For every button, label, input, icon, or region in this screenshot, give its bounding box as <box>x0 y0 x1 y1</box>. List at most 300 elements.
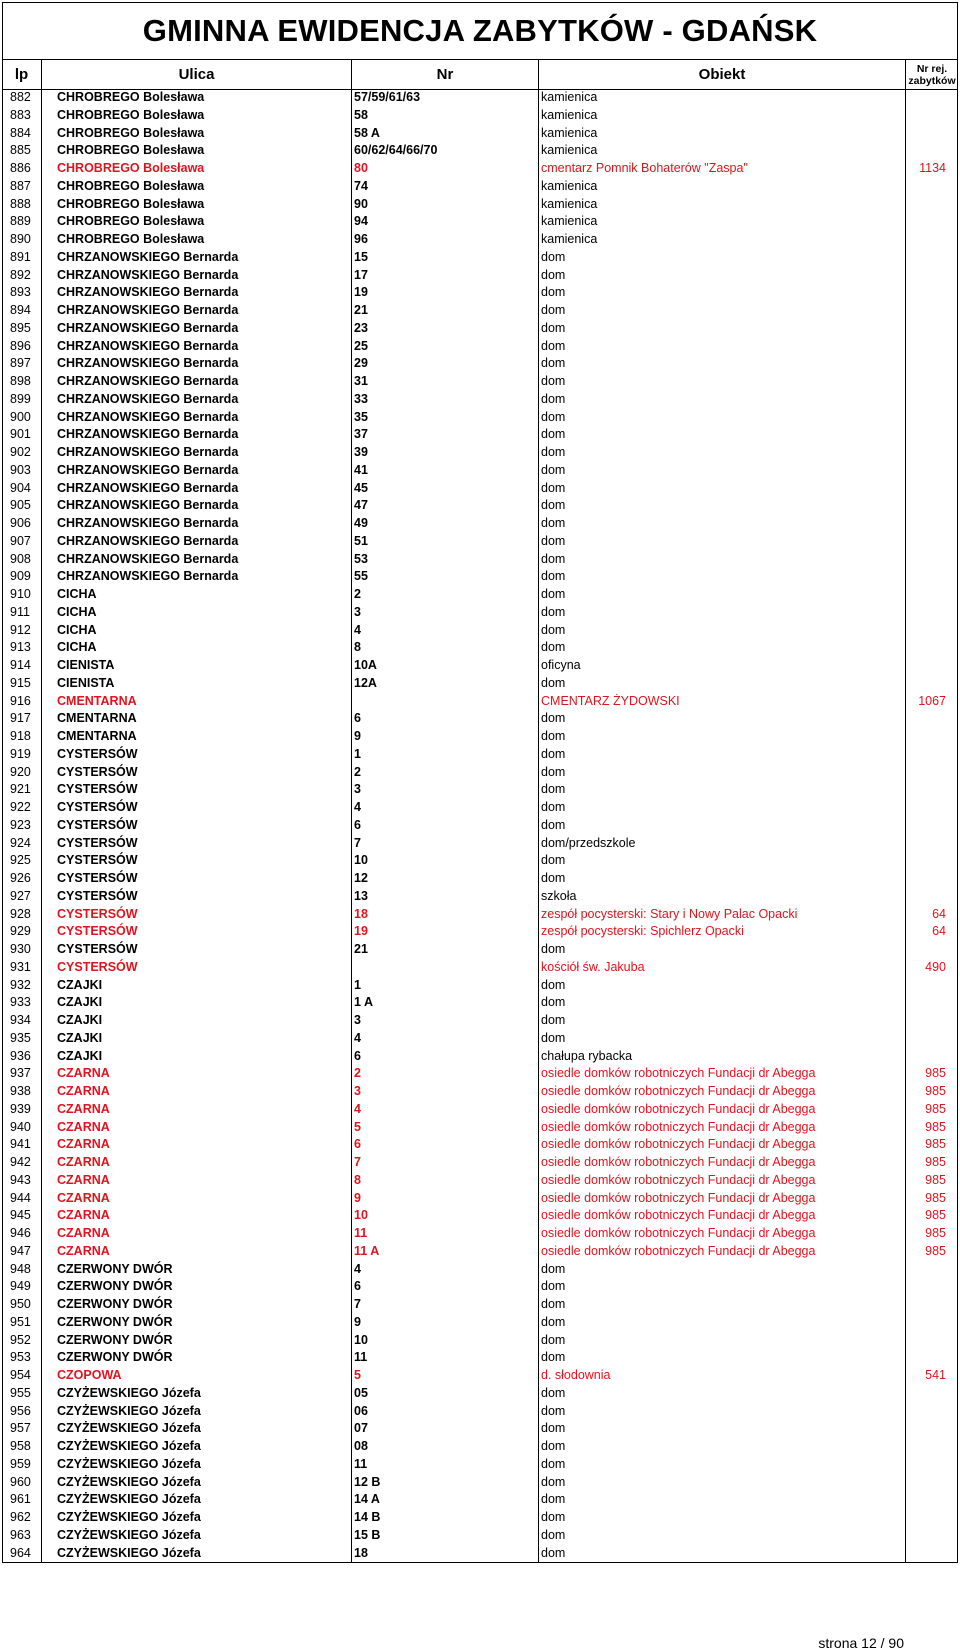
cell-ulica: CIENISTA <box>42 675 352 693</box>
cell-nr: 90 <box>352 196 539 214</box>
cell-obiekt: osiedle domków robotniczych Fundacji dr Abegga <box>539 1154 906 1172</box>
cell-lp: 911 <box>2 604 42 622</box>
cell-nr: 6 <box>352 1136 539 1154</box>
cell-nr: 37 <box>352 426 539 444</box>
cell-lp: 959 <box>2 1456 42 1474</box>
table-row <box>2 1420 958 1438</box>
cell-lp: 890 <box>2 231 42 249</box>
cell-nr: 6 <box>352 817 539 835</box>
cell-lp: 898 <box>2 373 42 391</box>
cell-nr-rej: 985 <box>925 1101 946 1116</box>
table-row <box>2 107 958 125</box>
cell-lp: 915 <box>2 675 42 693</box>
cell-ulica: CYSTERSÓW <box>42 888 352 906</box>
cell-obiekt: cmentarz Pomnik Bohaterów "Zaspa" <box>539 160 906 178</box>
cell-obiekt: dom <box>539 586 906 604</box>
cell-obiekt: dom <box>539 1491 906 1509</box>
cell-nr: 15 B <box>352 1527 539 1545</box>
cell-obiekt: dom <box>539 462 906 480</box>
cell-nr: 12 <box>352 870 539 888</box>
cell-obiekt: dom <box>539 710 906 728</box>
cell-nr: 3 <box>352 781 539 799</box>
cell-obiekt: dom <box>539 799 906 817</box>
cell-lp: 963 <box>2 1527 42 1545</box>
cell-nr-rej <box>906 320 958 338</box>
table-row <box>2 1367 958 1385</box>
cell-nr: 31 <box>352 373 539 391</box>
table-row <box>2 302 958 320</box>
cell-nr: 21 <box>352 302 539 320</box>
cell-obiekt: dom <box>539 764 906 782</box>
cell-lp: 954 <box>2 1367 42 1385</box>
cell-ulica: CYSTERSÓW <box>42 941 352 959</box>
cell-ulica: CZARNA <box>42 1101 352 1119</box>
cell-nr-rej <box>906 977 958 995</box>
table-row <box>2 178 958 196</box>
cell-ulica: CHRZANOWSKIEGO Bernarda <box>42 444 352 462</box>
cell-ulica: CZERWONY DWÓR <box>42 1278 352 1296</box>
table-body <box>2 89 958 1562</box>
cell-nr-rej: 985 <box>925 1137 946 1152</box>
cell-ulica: CHROBREGO Bolesława <box>42 160 352 178</box>
cell-obiekt: osiedle domków robotniczych Fundacji dr Abegga <box>539 1083 906 1101</box>
table-row <box>2 852 958 870</box>
cell-nr: 3 <box>352 604 539 622</box>
table-row <box>2 1527 958 1545</box>
table-row <box>2 1154 958 1172</box>
cell-nr-rej <box>906 888 958 906</box>
cell-ulica: CZYŻEWSKIEGO Józefa <box>42 1438 352 1456</box>
cell-ulica: CHRZANOWSKIEGO Bernarda <box>42 533 352 551</box>
cell-nr: 1 <box>352 977 539 995</box>
cell-nr: 12A <box>352 675 539 693</box>
cell-lp: 906 <box>2 515 42 533</box>
cell-nr-rej <box>906 267 958 285</box>
cell-obiekt: dom <box>539 1332 906 1350</box>
cell-lp: 945 <box>2 1207 42 1225</box>
cell-obiekt: dom <box>539 728 906 746</box>
cell-lp: 925 <box>2 852 42 870</box>
cell-nr-rej <box>906 994 958 1012</box>
cell-lp: 936 <box>2 1048 42 1066</box>
cell-obiekt: dom <box>539 870 906 888</box>
table-row <box>2 533 958 551</box>
cell-nr: 4 <box>352 1030 539 1048</box>
column-header-nr-rej-line2: zabytków <box>908 75 956 87</box>
cell-nr: 13 <box>352 888 539 906</box>
cell-lp: 953 <box>2 1349 42 1367</box>
cell-ulica: CZERWONY DWÓR <box>42 1261 352 1279</box>
cell-lp: 923 <box>2 817 42 835</box>
cell-ulica: CYSTERSÓW <box>42 781 352 799</box>
cell-nr-rej: 985 <box>925 1066 946 1081</box>
cell-obiekt: dom <box>539 1296 906 1314</box>
cell-ulica: CMENTARNA <box>42 710 352 728</box>
cell-obiekt: CMENTARZ ŻYDOWSKI <box>539 693 906 711</box>
cell-nr: 7 <box>352 835 539 853</box>
table-row <box>2 781 958 799</box>
cell-nr: 2 <box>352 764 539 782</box>
cell-lp: 901 <box>2 426 42 444</box>
cell-nr: 58 <box>352 107 539 125</box>
cell-nr: 10 <box>352 1207 539 1225</box>
cell-nr: 55 <box>352 568 539 586</box>
cell-ulica: CYSTERSÓW <box>42 817 352 835</box>
cell-ulica: CYSTERSÓW <box>42 852 352 870</box>
cell-nr: 10A <box>352 657 539 675</box>
table-row <box>2 409 958 427</box>
cell-nr-rej <box>906 231 958 249</box>
cell-ulica: CICHA <box>42 586 352 604</box>
cell-nr: 11 <box>352 1225 539 1243</box>
table-row <box>2 675 958 693</box>
cell-nr-rej <box>906 852 958 870</box>
cell-lp: 964 <box>2 1545 42 1563</box>
cell-ulica: CHRZANOWSKIEGO Bernarda <box>42 391 352 409</box>
cell-nr-rej <box>906 622 958 640</box>
cell-nr-rej <box>906 941 958 959</box>
cell-lp: 894 <box>2 302 42 320</box>
page-number: strona 12 / 90 <box>818 1635 904 1651</box>
table-row <box>2 1172 958 1190</box>
cell-ulica: CICHA <box>42 622 352 640</box>
cell-obiekt: dom <box>539 533 906 551</box>
cell-obiekt: dom <box>539 977 906 995</box>
cell-obiekt: kamienica <box>539 107 906 125</box>
cell-nr: 6 <box>352 1278 539 1296</box>
cell-ulica: CHROBREGO Bolesława <box>42 89 352 107</box>
cell-ulica: CHRZANOWSKIEGO Bernarda <box>42 302 352 320</box>
cell-lp: 903 <box>2 462 42 480</box>
cell-nr-rej <box>906 1048 958 1066</box>
cell-ulica: CZAJKI <box>42 977 352 995</box>
cell-nr-rej: 64 <box>932 924 946 939</box>
cell-lp: 948 <box>2 1261 42 1279</box>
cell-ulica: CZAJKI <box>42 994 352 1012</box>
cell-obiekt: dom <box>539 1509 906 1527</box>
table-row <box>2 870 958 888</box>
cell-nr: 19 <box>352 284 539 302</box>
cell-nr-rej <box>906 870 958 888</box>
table-row <box>2 89 958 107</box>
cell-ulica: CYSTERSÓW <box>42 799 352 817</box>
cell-nr: 3 <box>352 1012 539 1030</box>
table-row <box>2 1332 958 1350</box>
cell-obiekt: osiedle domków robotniczych Fundacji dr Abegga <box>539 1207 906 1225</box>
cell-ulica: CHRZANOWSKIEGO Bernarda <box>42 551 352 569</box>
cell-ulica: CZARNA <box>42 1172 352 1190</box>
cell-obiekt: osiedle domków robotniczych Fundacji dr Abegga <box>539 1172 906 1190</box>
cell-nr: 25 <box>352 338 539 356</box>
table-row <box>2 693 958 711</box>
cell-ulica: CHRZANOWSKIEGO Bernarda <box>42 338 352 356</box>
cell-ulica: CZERWONY DWÓR <box>42 1332 352 1350</box>
cell-nr: 96 <box>352 231 539 249</box>
cell-nr: 9 <box>352 728 539 746</box>
cell-ulica: CMENTARNA <box>42 728 352 746</box>
cell-lp: 887 <box>2 178 42 196</box>
cell-ulica: CHRZANOWSKIEGO Bernarda <box>42 267 352 285</box>
cell-lp: 946 <box>2 1225 42 1243</box>
cell-nr: 80 <box>352 160 539 178</box>
cell-lp: 932 <box>2 977 42 995</box>
table-row <box>2 444 958 462</box>
cell-obiekt: dom <box>539 409 906 427</box>
cell-nr-rej <box>906 107 958 125</box>
cell-nr: 51 <box>352 533 539 551</box>
cell-obiekt: dom <box>539 1314 906 1332</box>
cell-lp: 900 <box>2 409 42 427</box>
cell-nr-rej <box>906 781 958 799</box>
cell-lp: 899 <box>2 391 42 409</box>
cell-ulica: CYSTERSÓW <box>42 764 352 782</box>
cell-nr-rej <box>906 426 958 444</box>
table-row <box>2 1225 958 1243</box>
cell-obiekt: osiedle domków robotniczych Fundacji dr Abegga <box>539 1065 906 1083</box>
cell-ulica: CZYŻEWSKIEGO Józefa <box>42 1509 352 1527</box>
cell-obiekt: dom <box>539 1474 906 1492</box>
table-row <box>2 1491 958 1509</box>
cell-nr: 74 <box>352 178 539 196</box>
table-row <box>2 799 958 817</box>
cell-nr-rej <box>906 480 958 498</box>
table-row <box>2 1207 958 1225</box>
cell-ulica: CZERWONY DWÓR <box>42 1349 352 1367</box>
cell-nr-rej <box>906 1030 958 1048</box>
cell-nr-rej <box>906 462 958 480</box>
table-row <box>2 977 958 995</box>
cell-nr-rej <box>906 1456 958 1474</box>
cell-lp: 920 <box>2 764 42 782</box>
cell-lp: 933 <box>2 994 42 1012</box>
cell-nr: 07 <box>352 1420 539 1438</box>
cell-lp: 952 <box>2 1332 42 1350</box>
cell-obiekt: dom <box>539 444 906 462</box>
table-row <box>2 994 958 1012</box>
cell-nr: 53 <box>352 551 539 569</box>
cell-nr: 2 <box>352 1065 539 1083</box>
cell-obiekt: zespół pocysterski: Spichlerz Opacki <box>539 923 906 941</box>
cell-nr: 2 <box>352 586 539 604</box>
table-row <box>2 906 958 924</box>
cell-lp: 919 <box>2 746 42 764</box>
cell-obiekt: dom <box>539 1527 906 1545</box>
cell-nr: 10 <box>352 852 539 870</box>
table-row <box>2 196 958 214</box>
table-row <box>2 1438 958 1456</box>
cell-nr-rej <box>906 1261 958 1279</box>
cell-lp: 922 <box>2 799 42 817</box>
cell-ulica: CHRZANOWSKIEGO Bernarda <box>42 568 352 586</box>
cell-obiekt: dom <box>539 267 906 285</box>
cell-obiekt: dom <box>539 302 906 320</box>
table-row <box>2 728 958 746</box>
table-row <box>2 1243 958 1261</box>
table-row <box>2 1314 958 1332</box>
cell-lp: 949 <box>2 1278 42 1296</box>
cell-nr: 1 <box>352 746 539 764</box>
cell-nr-rej <box>906 533 958 551</box>
cell-nr-rej <box>906 391 958 409</box>
cell-ulica: CYSTERSÓW <box>42 746 352 764</box>
table-row <box>2 604 958 622</box>
cell-lp: 928 <box>2 906 42 924</box>
cell-nr: 19 <box>352 923 539 941</box>
cell-nr: 23 <box>352 320 539 338</box>
cell-nr: 4 <box>352 622 539 640</box>
cell-ulica: CHRZANOWSKIEGO Bernarda <box>42 355 352 373</box>
cell-obiekt: dom <box>539 781 906 799</box>
cell-ulica: CHRZANOWSKIEGO Bernarda <box>42 462 352 480</box>
cell-lp: 941 <box>2 1136 42 1154</box>
cell-nr-rej <box>906 835 958 853</box>
table-row <box>2 1545 958 1563</box>
cell-ulica: CZYŻEWSKIEGO Józefa <box>42 1545 352 1563</box>
cell-nr-rej: 985 <box>925 1208 946 1223</box>
cell-nr-rej <box>906 1385 958 1403</box>
cell-lp: 891 <box>2 249 42 267</box>
cell-nr: 57/59/61/63 <box>352 89 539 107</box>
cell-nr-rej <box>906 764 958 782</box>
cell-ulica: CHRZANOWSKIEGO Bernarda <box>42 320 352 338</box>
cell-ulica: CZAJKI <box>42 1048 352 1066</box>
cell-nr: 18 <box>352 1545 539 1563</box>
cell-nr: 11 A <box>352 1243 539 1261</box>
table-row <box>2 426 958 444</box>
cell-obiekt: dom <box>539 1438 906 1456</box>
cell-lp: 897 <box>2 355 42 373</box>
cell-nr <box>352 693 539 711</box>
cell-lp: 950 <box>2 1296 42 1314</box>
cell-lp: 961 <box>2 1491 42 1509</box>
cell-obiekt: dom/przedszkole <box>539 835 906 853</box>
cell-lp: 907 <box>2 533 42 551</box>
cell-nr-rej <box>906 551 958 569</box>
cell-lp: 926 <box>2 870 42 888</box>
cell-nr-rej <box>906 568 958 586</box>
cell-nr: 35 <box>352 409 539 427</box>
cell-lp: 951 <box>2 1314 42 1332</box>
cell-nr: 4 <box>352 1261 539 1279</box>
cell-ulica: CHROBREGO Bolesława <box>42 196 352 214</box>
cell-nr-rej <box>906 1349 958 1367</box>
cell-lp: 908 <box>2 551 42 569</box>
cell-obiekt: osiedle domków robotniczych Fundacji dr Abegga <box>539 1119 906 1137</box>
cell-lp: 914 <box>2 657 42 675</box>
column-header-nr-rej-line1: Nr rej. <box>916 63 948 75</box>
cell-nr-rej <box>906 1278 958 1296</box>
cell-lp: 917 <box>2 710 42 728</box>
cell-nr-rej <box>906 1332 958 1350</box>
table-row <box>2 1261 958 1279</box>
cell-ulica: CZARNA <box>42 1065 352 1083</box>
table-row <box>2 1456 958 1474</box>
cell-lp: 944 <box>2 1190 42 1208</box>
cell-ulica: CYSTERSÓW <box>42 870 352 888</box>
table-row <box>2 1030 958 1048</box>
cell-nr: 08 <box>352 1438 539 1456</box>
cell-obiekt: dom <box>539 1030 906 1048</box>
cell-lp: 893 <box>2 284 42 302</box>
cell-obiekt: dom <box>539 1385 906 1403</box>
cell-nr-rej <box>906 497 958 515</box>
cell-obiekt: dom <box>539 373 906 391</box>
cell-nr-rej: 985 <box>925 1243 946 1258</box>
cell-nr: 5 <box>352 1367 539 1385</box>
cell-nr-rej <box>906 1545 958 1563</box>
table-row <box>2 586 958 604</box>
cell-obiekt: dom <box>539 1261 906 1279</box>
table-row <box>2 923 958 941</box>
table-row <box>2 657 958 675</box>
table-row <box>2 1101 958 1119</box>
cell-ulica: CIENISTA <box>42 657 352 675</box>
cell-lp: 909 <box>2 568 42 586</box>
cell-obiekt: kamienica <box>539 213 906 231</box>
cell-nr: 60/62/64/66/70 <box>352 142 539 160</box>
cell-lp: 924 <box>2 835 42 853</box>
table-row <box>2 462 958 480</box>
cell-obiekt: dom <box>539 639 906 657</box>
table-row <box>2 391 958 409</box>
cell-nr-rej <box>906 1314 958 1332</box>
cell-obiekt: dom <box>539 746 906 764</box>
table-row <box>2 764 958 782</box>
cell-obiekt: szkoła <box>539 888 906 906</box>
cell-obiekt: dom <box>539 497 906 515</box>
cell-nr: 29 <box>352 355 539 373</box>
cell-lp: 910 <box>2 586 42 604</box>
column-header-nr-rej <box>906 60 958 90</box>
cell-obiekt: dom <box>539 515 906 533</box>
cell-ulica: CZARNA <box>42 1119 352 1137</box>
page-title: GMINNA EWIDENCJA ZABYTKÓW - GDAŃSK <box>2 2 958 60</box>
table-row <box>2 746 958 764</box>
cell-ulica: CZARNA <box>42 1154 352 1172</box>
cell-nr: 9 <box>352 1190 539 1208</box>
cell-obiekt: kościół św. Jakuba <box>539 959 906 977</box>
cell-nr-rej <box>906 89 958 107</box>
table-row <box>2 835 958 853</box>
cell-obiekt: osiedle domków robotniczych Fundacji dr Abegga <box>539 1190 906 1208</box>
cell-lp: 883 <box>2 107 42 125</box>
cell-lp: 892 <box>2 267 42 285</box>
cell-ulica: CHROBREGO Bolesława <box>42 107 352 125</box>
cell-nr: 5 <box>352 1119 539 1137</box>
cell-ulica: CZARNA <box>42 1207 352 1225</box>
cell-nr-rej <box>906 213 958 231</box>
cell-ulica: CYSTERSÓW <box>42 906 352 924</box>
column-header-ulica: Ulica <box>42 60 352 90</box>
table-row <box>2 497 958 515</box>
cell-ulica: CICHA <box>42 604 352 622</box>
cell-obiekt: dom <box>539 941 906 959</box>
cell-ulica: CZYŻEWSKIEGO Józefa <box>42 1456 352 1474</box>
cell-nr-rej: 64 <box>932 906 946 921</box>
cell-nr: 8 <box>352 639 539 657</box>
cell-nr: 11 <box>352 1456 539 1474</box>
cell-nr-rej <box>906 1527 958 1545</box>
cell-ulica: CZYŻEWSKIEGO Józefa <box>42 1491 352 1509</box>
cell-obiekt: oficyna <box>539 657 906 675</box>
cell-nr: 11 <box>352 1349 539 1367</box>
table-row <box>2 710 958 728</box>
cell-obiekt: dom <box>539 338 906 356</box>
table-row <box>2 1403 958 1421</box>
cell-lp: 935 <box>2 1030 42 1048</box>
cell-ulica: CHRZANOWSKIEGO Bernarda <box>42 249 352 267</box>
cell-nr-rej <box>906 284 958 302</box>
